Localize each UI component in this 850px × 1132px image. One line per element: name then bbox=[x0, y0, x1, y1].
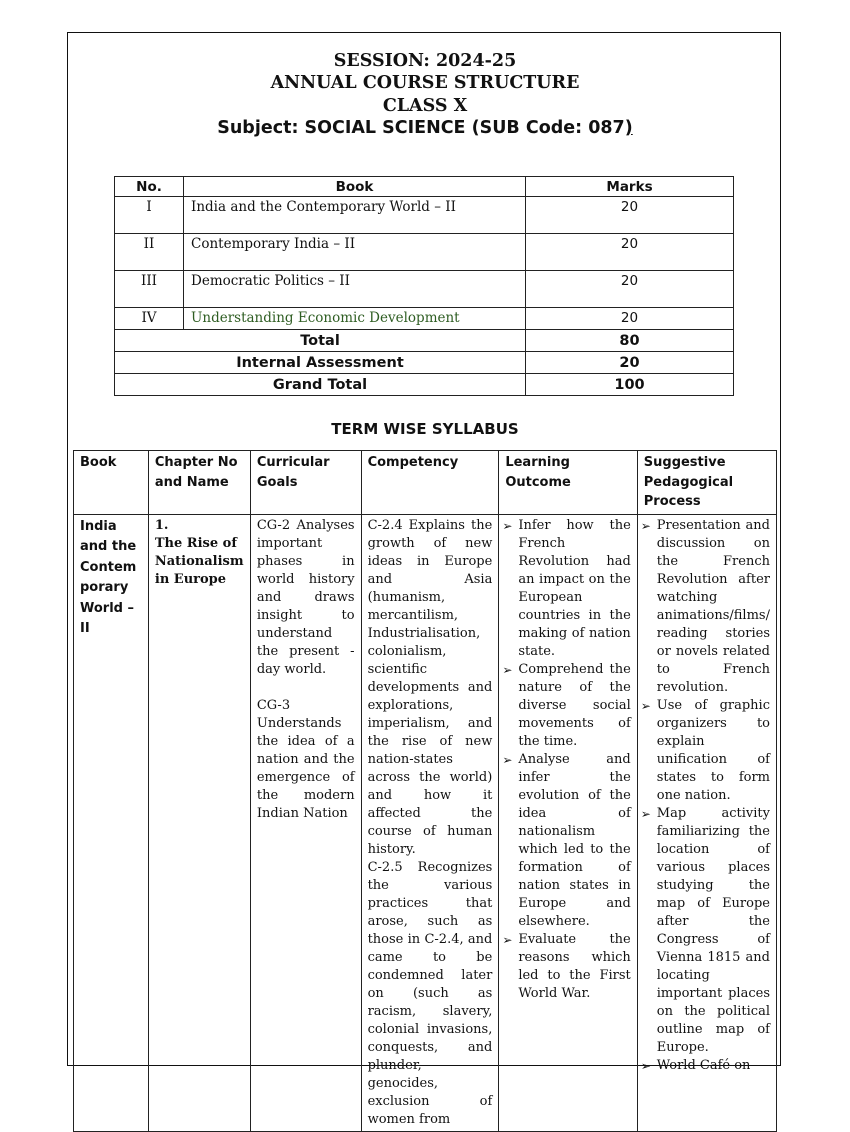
row-book: Democratic Politics – II bbox=[184, 271, 526, 308]
session-heading: SESSION: 2024-25 bbox=[333, 51, 517, 71]
total-label: Total bbox=[115, 330, 526, 352]
marks-table bbox=[114, 176, 734, 396]
col-marks: Marks bbox=[526, 177, 734, 197]
internal-assessment-label: Internal Assessment bbox=[115, 352, 526, 374]
goal-cg3: CG-3 Understands the idea of a nation and the emergence of the modern Indian Nation bbox=[256, 697, 355, 821]
table-row bbox=[115, 271, 734, 308]
row-no: II bbox=[115, 234, 184, 271]
row-marks: 20 bbox=[526, 271, 734, 308]
chapter-cell bbox=[148, 514, 250, 1131]
syllabus-header-row bbox=[74, 451, 777, 515]
competency-cell bbox=[361, 514, 499, 1131]
col-curricular-goals: Curricular Goals bbox=[250, 451, 361, 515]
col-no: No. bbox=[115, 177, 184, 197]
list-item: ➢ Infer how the French Revolution had an impact on the European countries in the making of nation state. bbox=[505, 517, 630, 661]
subject-closing: ) bbox=[624, 118, 633, 138]
grand-total-marks: 100 bbox=[526, 374, 734, 396]
row-book: India and the Contemporary World – II bbox=[184, 197, 526, 234]
internal-assessment-marks: 20 bbox=[526, 352, 734, 374]
syllabus-row bbox=[74, 514, 777, 1131]
table-row bbox=[115, 197, 734, 234]
row-marks: 20 bbox=[526, 234, 734, 271]
goal-cg2: CG-2 Analyses important phases in world history and draws insight to understand the present - day world. bbox=[256, 517, 355, 677]
list-item: ➢ Evaluate the reasons which led to the First World War. bbox=[505, 931, 630, 1003]
col-learning-outcome: Learning Outcome bbox=[499, 451, 637, 515]
grand-total-label: Grand Total bbox=[115, 374, 526, 396]
syllabus-table bbox=[73, 450, 777, 1132]
list-item: ➢ Presentation and discussion on the French Revolution after watching animations/films/ reading stories or novels related to French revolution. bbox=[644, 517, 770, 697]
table-row bbox=[115, 308, 734, 330]
marks-header-row bbox=[115, 177, 734, 197]
internal-assessment-row bbox=[115, 352, 734, 374]
curricular-goals-cell bbox=[250, 514, 361, 1131]
chapter-name: The Rise of Nationalism in Europe bbox=[154, 535, 244, 587]
book-cell: India and the Contem porary World – II bbox=[74, 514, 149, 1131]
chapter-number: 1. bbox=[154, 517, 169, 533]
total-row bbox=[115, 330, 734, 352]
list-item: ➢ Map activity familiarizing the location of various places studying the map of Europe after the Congress of Vienna 1815 and locating important places on the political outline map of Europe. bbox=[644, 805, 770, 1057]
row-marks: 20 bbox=[526, 308, 734, 330]
learning-outcome-cell bbox=[499, 514, 637, 1131]
list-item: ➢ World Café on bbox=[644, 1057, 770, 1075]
total-marks: 80 bbox=[526, 330, 734, 352]
class-heading: CLASS X bbox=[382, 96, 468, 116]
pedagogy-cell bbox=[637, 514, 776, 1131]
grand-total-row bbox=[115, 374, 734, 396]
row-no: IV bbox=[115, 308, 184, 330]
col-competency: Competency bbox=[361, 451, 499, 515]
competency-c25: C-2.5 Recognizes the various practices that arose, such as those in C-2.4, and came to be condemned later on (such as racism, slavery, colonial invasions, conquests, and plunder, genocides, exclusion of women from bbox=[367, 859, 493, 1127]
row-no: III bbox=[115, 271, 184, 308]
col-pedagogical-process: Suggestive Pedagogical Process bbox=[637, 451, 776, 515]
row-marks: 20 bbox=[526, 197, 734, 234]
row-book: Understanding Economic Development bbox=[184, 308, 526, 330]
competency-c24: C-2.4 Explains the growth of new ideas in Europe and Asia (humanism, mercantilism, Industrialisation, colonialism, scientific developments and explorations, imperialism, and the rise of new nation-states across the world) and how it affected the course of human history. bbox=[367, 517, 493, 857]
table-row bbox=[115, 234, 734, 271]
list-item: ➢ Use of graphic organizers to explain unification of states to form one nation. bbox=[644, 697, 770, 805]
course-structure-heading: ANNUAL COURSE STRUCTURE bbox=[270, 73, 580, 93]
subject-heading bbox=[0, 117, 850, 140]
col-chapter: Chapter No and Name bbox=[148, 451, 250, 515]
list-item: ➢ Analyse and infer the evolution of the idea of nationalism which led to the formation of nation states in Europe and elsewhere. bbox=[505, 751, 630, 931]
col-book: Book bbox=[184, 177, 526, 197]
list-item: ➢ Comprehend the nature of the diverse social movements of the time. bbox=[505, 661, 630, 751]
col-book: Book bbox=[74, 451, 149, 515]
term-syllabus-title: TERM WISE SYLLABUS bbox=[331, 420, 519, 438]
subject-text: Subject: SOCIAL SCIENCE (SUB Code: 087 bbox=[217, 118, 625, 138]
row-book: Contemporary India – II bbox=[184, 234, 526, 271]
row-no: I bbox=[115, 197, 184, 234]
